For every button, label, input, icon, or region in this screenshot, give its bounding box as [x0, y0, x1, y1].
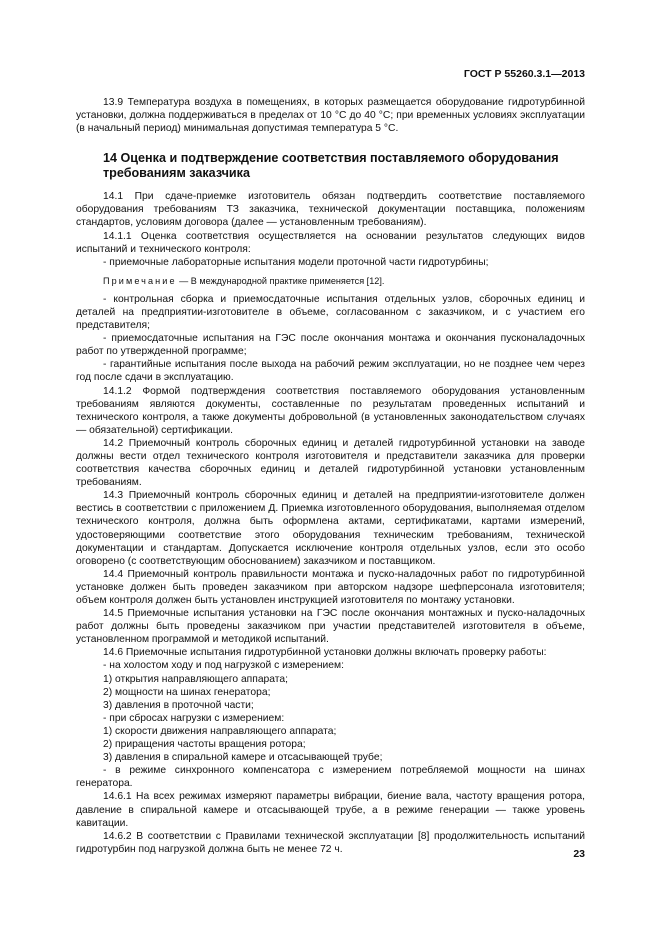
list-item: 3) давления в проточной части;: [103, 699, 254, 711]
paragraph-13-9: 13.9 Температура воздуха в помещениях, в которых размещается оборудование гидротурбинной установки, должна поддерживаться в пределах от 10 °С до 40 °С; при временных условиях эксплуатации (в начальный период) минимальная допустимая температура 5 °С.: [76, 97, 585, 135]
list-item: - гарантийные испытания после выхода на рабочий режим эксплуатации, но не позднее чем через год после сдачи в эксплуатацию.: [76, 359, 585, 384]
page-body: [76, 96, 585, 856]
paragraph-14-5: 14.5 Приемочные испытания установки на ГЭС после окончания монтажных и пуско-наладочных работ должны быть проведены заказчиком при участии представителей изготовителя в объеме, установленном программой и методикой испытаний.: [76, 608, 585, 646]
list-item: - на холостом ходу и под нагрузкой с измерением:: [103, 660, 344, 672]
list-item: - приемочные лабораторные испытания модели проточной части гидротурбины;: [103, 256, 489, 268]
note-text: — В международной практике применяется [12].: [179, 275, 385, 286]
paragraph-14-6: 14.6 Приемочные испытания гидротурбинной установки должны включать проверку работы:: [103, 647, 547, 659]
paragraph-14-6-2: 14.6.2 В соответствии с Правилами технической эксплуатации [8] продолжительность испытаний гидротурбин под нагрузкой должна быть не менее 72 ч.: [76, 830, 585, 855]
document-code: ГОСТ Р 55260.3.1—2013: [463, 68, 585, 80]
paragraph-14-2: 14.2 Приемочный контроль сборочных единиц и деталей гидротурбинной установки на заводе должны вести отдел технического контроля изготовителя и представители заказчика для проверки соответствия качества сборочных единиц и деталей гидротурбинной установки установленным требованиям.: [76, 437, 585, 489]
note: [76, 275, 585, 287]
list-item: 3) давления в спиральной камере и отсасывающей трубе;: [103, 752, 383, 764]
page-number: 23: [573, 848, 585, 860]
paragraph-14-1-2: 14.1.2 Формой подтверждения соответствия поставляемого оборудования установленным требованиям являются документы, составленные по результатам проведенных испытаний и технического контроля, а также документы добровольной (в установленных законодательством случаях — обязательной) сертификации.: [76, 385, 585, 436]
paragraph-14-1: 14.1 При сдаче-приемке изготовитель обязан подтвердить соответствие поставляемого оборудования требованиям ТЗ заказчика, технической документации поставщика, положениям стандартов, условиям договора (далее — установленным требованиям).: [76, 191, 585, 229]
paragraph-14-4: 14.4 Приемочный контроль правильности монтажа и пуско-наладочных работ по гидротурбинной установке должен быть проведен заказчиком при авторском надзоре шефперсонала изготовителя; объем контроля должен быть установлен инструкцией изготовителя по монтажу установки.: [76, 568, 585, 606]
paragraph-14-1-1: 14.1.1 Оценка соответствия осуществляется на основании результатов следующих видов испытаний и технического контроля:: [76, 230, 585, 255]
list-item: 2) мощности на шинах генератора;: [103, 686, 271, 698]
list-item: 2) приращения частоты вращения ротора;: [103, 739, 306, 751]
list-item: 1) открытия направляющего аппарата;: [103, 673, 288, 685]
paragraph-14-6-1: 14.6.1 На всех режимах измеряют параметры вибрации, биение вала, частоту вращения ротора, давление в спиральной камере и отсасывающей трубе, а в режиме генерации — также уровень кавитации.: [76, 791, 585, 829]
note-label: Примечание: [103, 275, 177, 286]
list-item: - приемосдаточные испытания на ГЭС после окончания монтажа и окончания пусконаладочных работ по утвержденной программе;: [76, 333, 585, 358]
list-item: 1) скорости движения направляющего аппарата;: [103, 725, 337, 737]
list-item: - контрольная сборка и приемосдаточные испытания отдельных узлов, сборочных единиц и деталей на предприятии-изготовителе в объеме, согласованном с заказчиком, и с участием его представителя;: [76, 293, 585, 332]
section-14-heading: 14 Оценка и подтверждение соответствия поставляемого оборудования требованиям заказчика: [103, 151, 559, 181]
list-item: - при сбросах нагрузки с измерением:: [103, 712, 285, 724]
paragraph-14-3: 14.3 Приемочный контроль сборочных единиц и деталей на предприятии-изготовителе должен вестись в соответствии с приложением Д. Приемка изготовленного оборудования, выполняемая отделом технического контроля, должна быть оформлена актами, сертификатами, картами измерений, удостоверяющими соответствие этого оборудования техническим требованиям, технической документации и стандартам. Допускается исключение контроля отдельных узлов, если это особо оговорено (с соответствующим обоснованием) заказчиком и поставщиком.: [76, 490, 585, 567]
list-item: - в режиме синхронного компенсатора с измерением потребляемой мощности на шинах генератора.: [76, 765, 585, 790]
